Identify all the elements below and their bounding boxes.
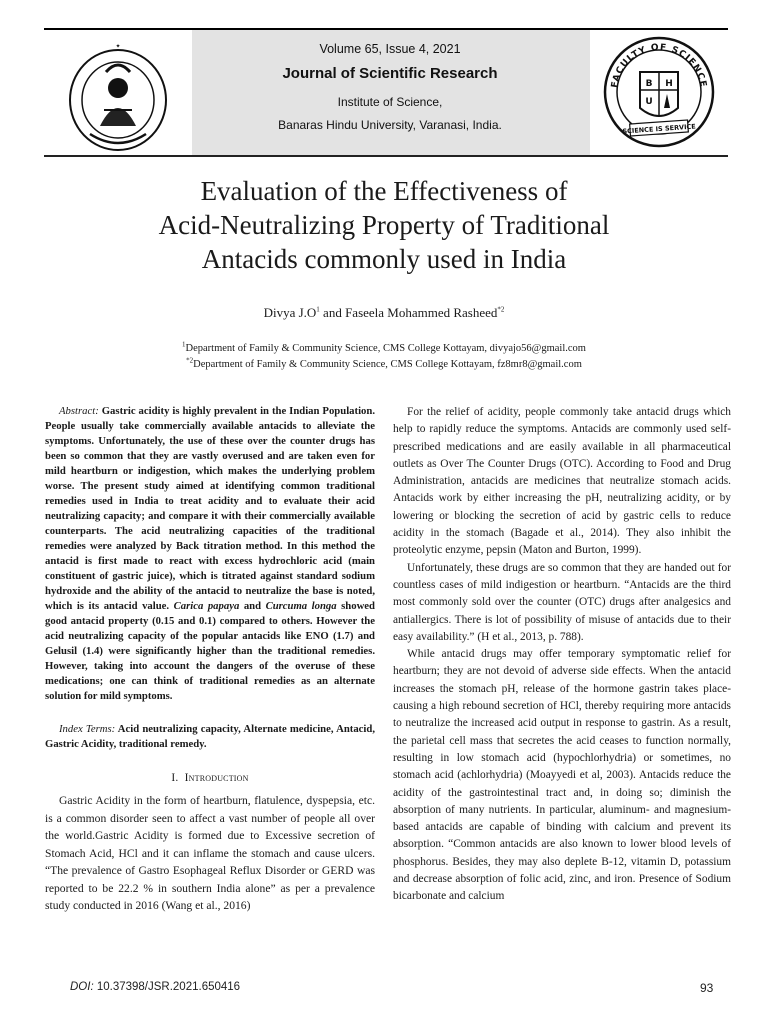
author-1: Divya J.O xyxy=(263,305,317,320)
faculty-of-science-logo xyxy=(600,32,718,154)
title-line-2: Acid-Neutralizing Property of Traditional xyxy=(158,210,610,240)
paper-title xyxy=(60,174,708,276)
title-line-3: Antacids commonly used in India xyxy=(201,244,567,274)
section-heading xyxy=(45,772,375,784)
doi-value[interactable]: 10.37398/JSR.2021.650416 xyxy=(93,981,241,993)
title-line-1: Evaluation of the Effectiveness of xyxy=(200,176,568,206)
journal-volume: Volume 65, Issue 4, 2021 xyxy=(319,42,461,56)
index-terms-text: Acid neutralizing capacity, Alternate medicine, Antacid, Gastric Acidity, traditional remedy. xyxy=(45,723,375,750)
abstract-and: and xyxy=(239,600,266,612)
affiliation-2-text: Department of Family & Community Science, CMS College Kottayam, fz8mr8@gmail.com xyxy=(193,359,582,370)
abstract-label: Abstract: xyxy=(59,405,99,417)
journal-university: Banaras Hindu University, Varanasi, India. xyxy=(278,118,502,132)
journal-name: Journal of Scientific Research xyxy=(282,65,498,82)
author-2-marker: *2 xyxy=(497,305,505,314)
section-title: Introduction xyxy=(184,772,249,784)
right-paragraph-1: For the relief of acidity, people commonly take antacid drugs which help to rapidly reduce the symptoms. Antacids are commonly used self-prescribed medications and are easily available in all pharmaceutical outlets as Over The Counter Drugs (OTC). According to Food and Drug Administration, antacids are medicines that neutralize stomach acids. Antacids work by either increasing the pH, neutralizing acidity, or by lowering or blocking the secretion of acid by gastric cells to reduce acidity in the stomach (Bagade et al., 2014). They also inhibit the proteolytic enzyme, pepsin (Maton and Burton, 1999). xyxy=(393,406,731,557)
logo-motto: SCIENCE IS SERVICE xyxy=(622,122,696,136)
author-2: and Faseela Mohammed Rasheed xyxy=(319,305,498,320)
abstract-species-2: Curcuma longa xyxy=(265,600,337,612)
svg-text:B: B xyxy=(645,79,653,89)
index-terms xyxy=(45,722,375,752)
affiliation-1-text: Department of Family & Community Science, CMS College Kottayam, divyajo56@gmail.com xyxy=(185,343,586,354)
svg-text:U: U xyxy=(645,97,653,107)
header-bottom-rule xyxy=(44,155,728,157)
index-terms-label: Index Terms: xyxy=(59,723,116,735)
left-column xyxy=(45,404,375,915)
svg-text:H: H xyxy=(665,79,673,89)
seal-top-ornament: ✦ xyxy=(115,43,121,50)
journal-institute: Institute of Science, xyxy=(337,95,443,109)
bhu-seal-logo xyxy=(60,30,180,155)
doi-label: DOI: xyxy=(70,981,94,993)
abstract-text-2: showed good antacid property (0.15 and 0.1) compared to others. However the acid neutralizing capacity of the popular antacids like ENO (1.7) and Gelusil (1.4) were significantly higher than the traditional remedies. However, taking into account the dangers of the overuse of these medications; one can think of traditional remedies as an alternate solution for mild symptoms. xyxy=(45,600,375,702)
right-paragraph-2: Unfortunately, these drugs are so common that they are handed out for countless cases of mild indigestion or heartburn. “Antacids are the third most commonly sold over the counter (OTC) drugs after analgesics and antiallergics. There is lot of possibility of misuse of antacids due to their easy availability.” (H et al., 2013, p. 788). xyxy=(393,561,731,643)
doi-footer xyxy=(70,981,240,993)
abstract xyxy=(45,404,375,704)
intro-paragraph: Gastric Acidity in the form of heartburn, flatulence, dyspepsia, etc. is a common disorder seen to affect a vast number of people all over the world.Gastric Acidity is formed due to Excessive secretion of Stomach Acid, HCl and it can inflame the stomach and cause ulcers. “The prevalence of Gastro Esophageal Reflux Disorder or GERD was reported to be 22.2 % in southern India alone” as per a prevalence study conducted in 2016 (Wang et al., 2016) xyxy=(45,794,375,912)
author-1-marker: 1 xyxy=(316,305,320,314)
abstract-text-1: Gastric acidity is highly prevalent in the Indian Population. People usually take commercially available antacids to alleviate the symptoms. Unfortunately, the use of these over the counter drugs has been so common that they are vastly overused and are taken even for mild heartburn or indigestion, which makes the underlying problem worse. The present study aimed at identifying common traditional remedies used in India to treat acidity and to evaluate their acid neutralizing capacity; and compare it with their commercially available counterparts. The acid neutralizing capacities of the traditional remedies were analyzed by Back titration method. In this method the antacid is first made to react with excess hydrochloric acid (main constituent of gastric juice), which is titrated against standard sodium hydroxide and the ability of the antacid to neutralize the base is noted, which is its antacid value. xyxy=(45,405,375,612)
right-column xyxy=(393,404,731,906)
affiliation-1-marker: 1 xyxy=(182,340,186,349)
affiliation-2-marker: *2 xyxy=(186,356,194,365)
author-line xyxy=(60,305,708,321)
right-paragraph-3: While antacid drugs may offer temporary symptomatic relief for heartburn; they are not devoid of adverse side effects. When the antacid increases the stomach pH, release of the hormone gastrin takes place-causing a high rebound secretion of HCl, thereby requiring more antacids to neutralize the increased acid output in response to gastrin. As a result, the parietal cell mass that secretes the acid ceases to function normally, resulting in low stomach acid (hypochlorhydria) or sometimes, no stomach acid (achlorhydria) (Moayyedi et al, 2003). Antacids reduce the acidity of the gastrointestinal tract and, in doing so; diminish the absorption of many nutrients. In particular, aluminum- and magnesium-based antacids are capable of binding with calcium and prevent its absorption. “Common antacids are also known to lower blood levels of phosphorus. Besides, they may also deplete B-12, vitamin D, potassium and decrease absorption of folic acid, zinc, and iron. Presence of Sodium bicarbonate and calcium xyxy=(393,648,731,903)
logo-arc-text: FACULTY OF SCIENCE xyxy=(610,42,708,89)
affiliation-1 xyxy=(60,340,708,354)
abstract-species-1: Carica papaya xyxy=(173,600,240,612)
page-number: 93 xyxy=(700,981,714,995)
section-number: I. xyxy=(171,772,179,784)
affiliation-2 xyxy=(60,356,708,370)
header-text xyxy=(190,38,590,132)
